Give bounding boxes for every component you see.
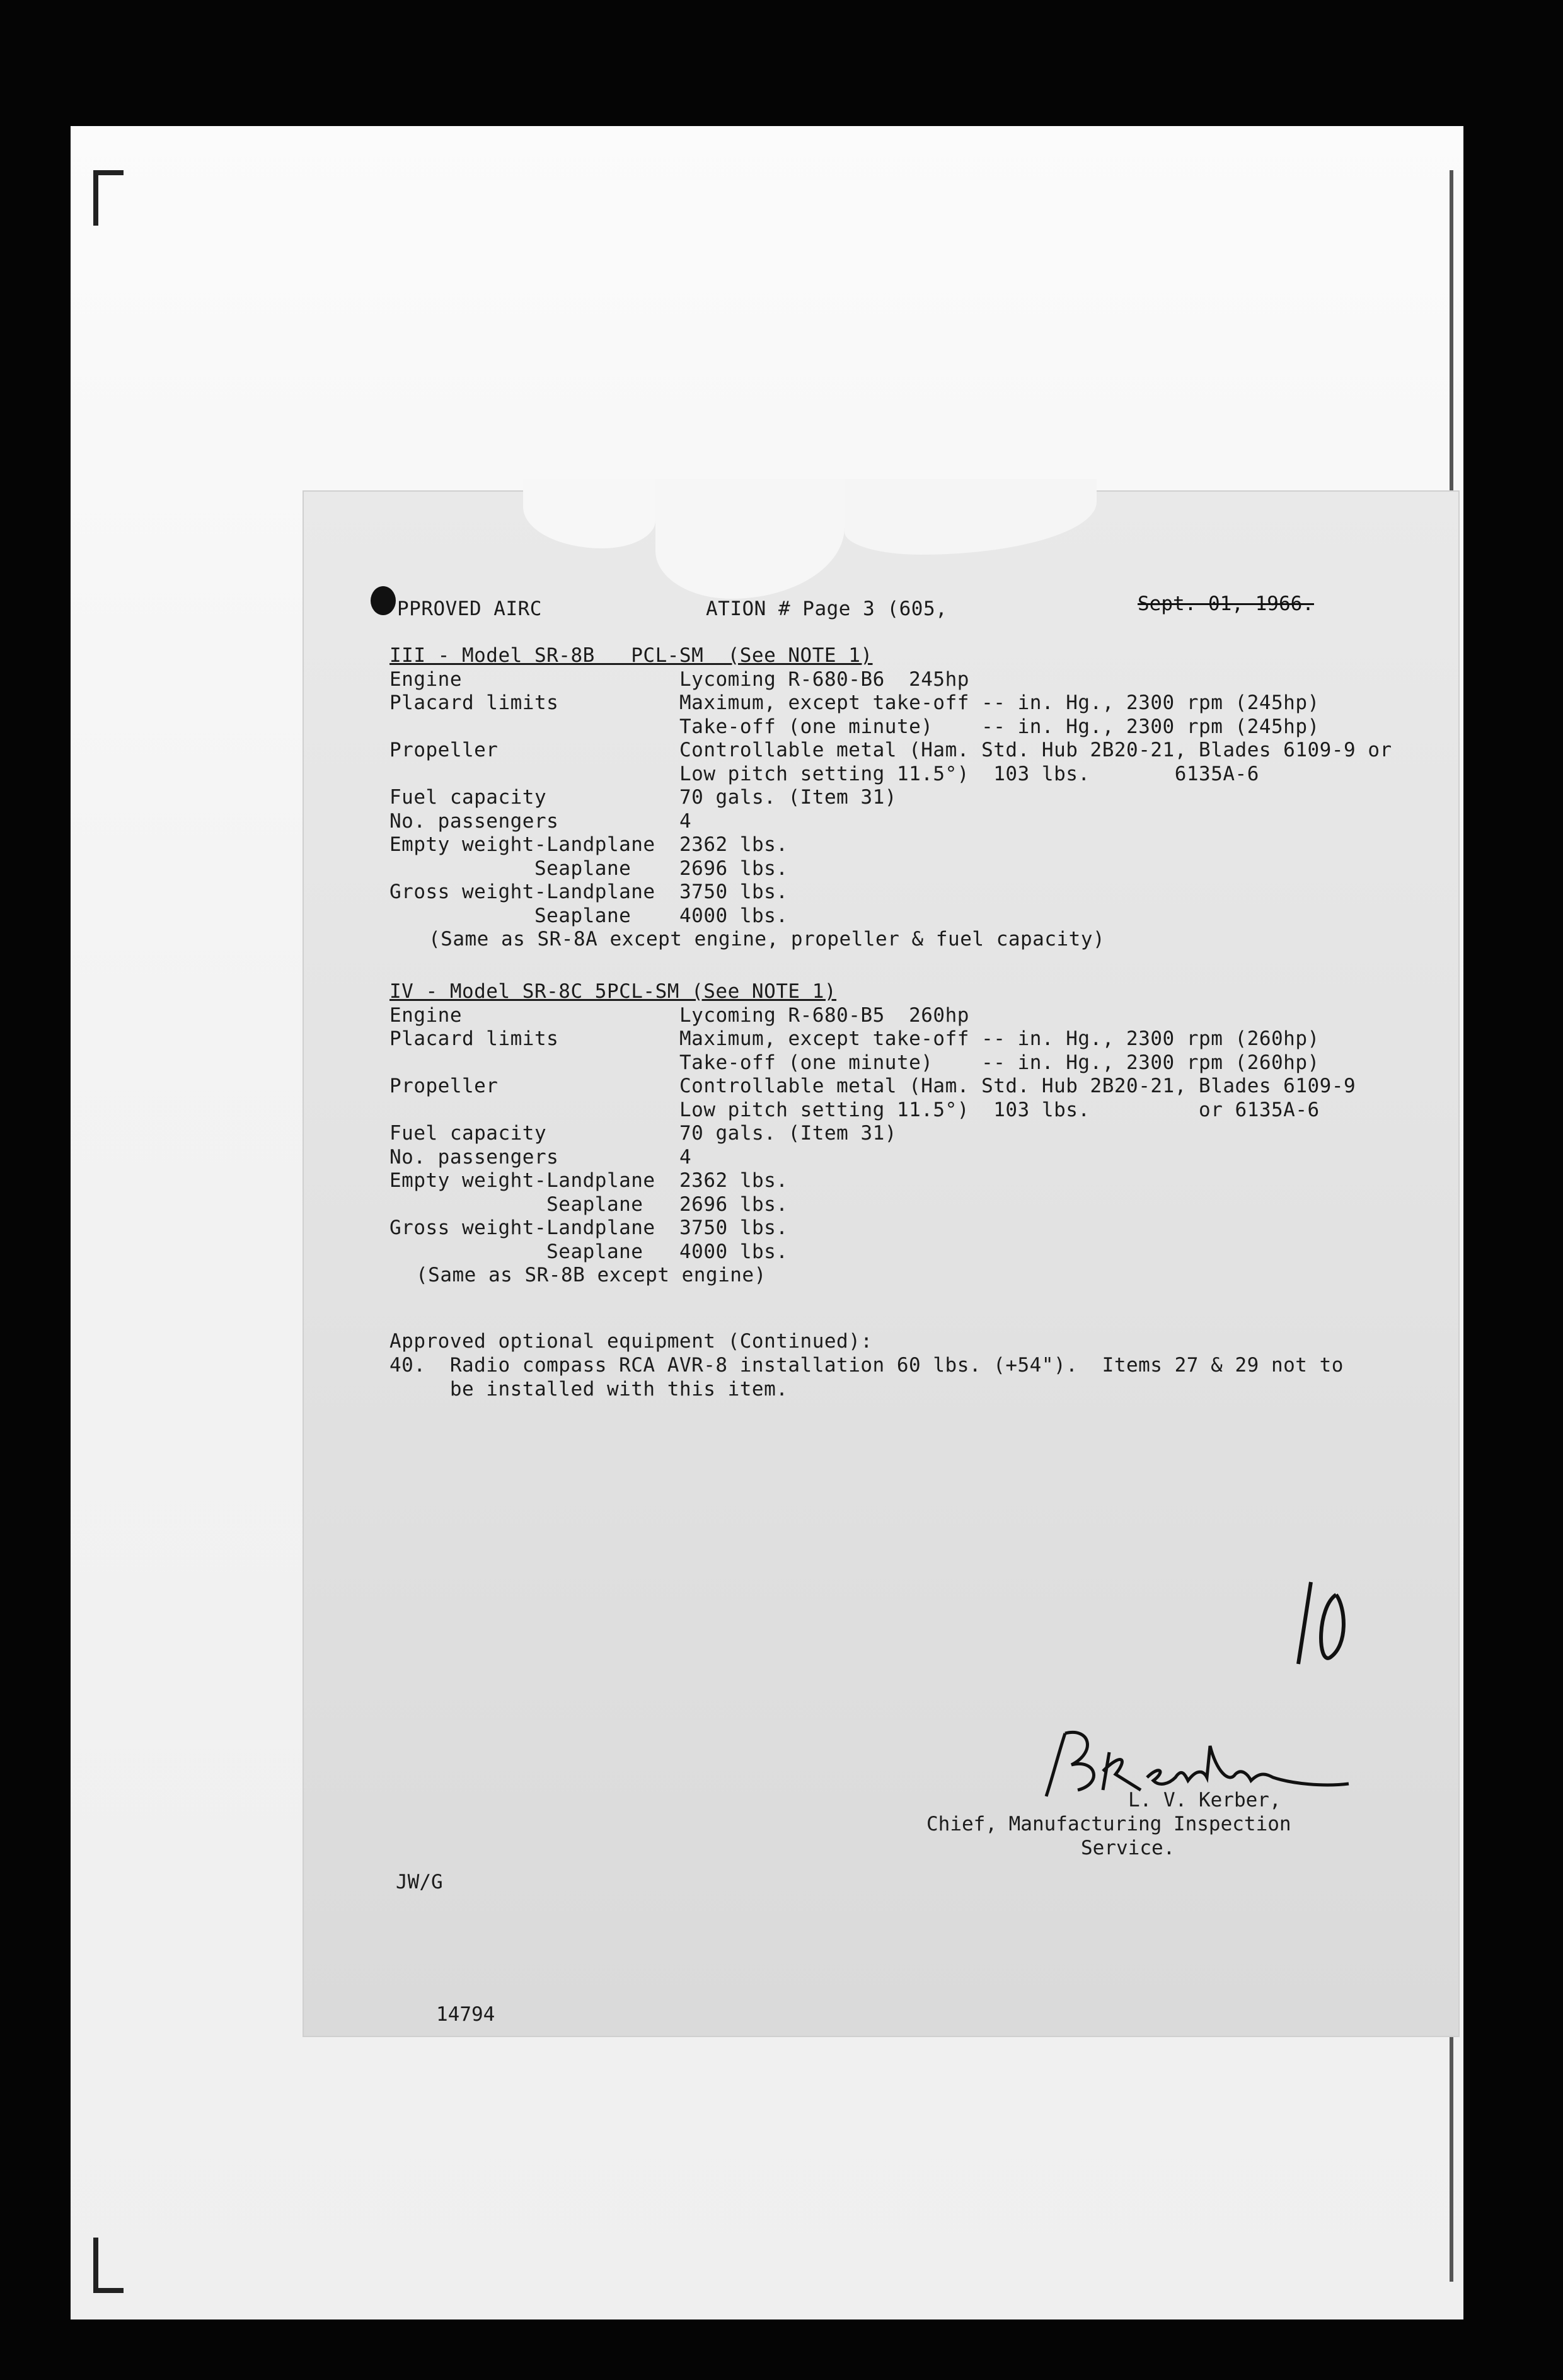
- header-date: Sept. 01, 1966.: [1138, 592, 1314, 615]
- row-value: 3750 lbs.: [679, 881, 788, 903]
- signer-name: L. V. Kerber,: [1128, 1789, 1281, 1811]
- row-label: Seaplane: [389, 857, 632, 880]
- row-label: Propeller: [389, 1075, 499, 1097]
- row-value: Take-off (one minute) -- in. Hg., 2300 rpm (260hp): [679, 1051, 1320, 1074]
- row-value: Lycoming R-680-B6 245hp: [679, 667, 969, 691]
- signer-title: Chief, Manufacturing Inspection: [926, 1813, 1291, 1835]
- section-title: IV - Model SR-8C 5PCL-SM (See NOTE 1): [389, 980, 837, 1003]
- section-note: (Same as SR-8A except engine, propeller & fuel capacity): [429, 928, 1105, 950]
- row-label: Engine: [389, 1003, 462, 1027]
- frame-corner-bottom-left: [93, 2238, 124, 2293]
- row-value: 70 gals. (Item 31): [679, 1122, 897, 1145]
- equipment-item-40: 40. Radio compass RCA AVR-8 installation 60 lbs. (+54"). Items 27 & 29 not to: [389, 1354, 1344, 1377]
- handwritten-mark: [1292, 1569, 1355, 1677]
- row-value: 2696 lbs.: [679, 857, 788, 880]
- row-value: 3750 lbs.: [679, 1216, 788, 1239]
- row-value: Maximum, except take-off -- in. Hg., 2300 rpm (245hp): [679, 691, 1320, 714]
- row-value: 2362 lbs.: [679, 833, 788, 856]
- row-value: Take-off (one minute) -- in. Hg., 2300 rpm (245hp): [679, 715, 1320, 738]
- row-label: No. passengers: [389, 809, 559, 833]
- row-value: 70 gals. (Item 31): [679, 786, 897, 809]
- row-label: Engine: [389, 667, 462, 691]
- row-value: Lycoming R-680-B5 260hp: [679, 1003, 969, 1027]
- row-value: Low pitch setting 11.5°) 103 lbs. or 6135A-6: [679, 1098, 1320, 1121]
- row-value: Controllable metal (Ham. Std. Hub 2B20-21, Blades 6109-9 or: [679, 739, 1392, 761]
- row-value: Controllable metal (Ham. Std. Hub 2B20-21, Blades 6109-9: [679, 1075, 1356, 1097]
- header-middle: ATION # Page 3 (605,: [706, 598, 948, 620]
- frame-corner-top-left: [93, 170, 124, 226]
- row-value: 4: [679, 809, 692, 833]
- row-label: Empty weight-Landplane: [389, 833, 655, 856]
- row-value: 4000 lbs.: [679, 1240, 788, 1263]
- equipment-heading: Approved optional equipment (Continued):: [389, 1330, 873, 1353]
- row-label: Placard limits: [389, 1027, 559, 1050]
- row-label: Seaplane: [389, 1240, 643, 1263]
- section-note: (Same as SR-8B except engine): [416, 1264, 766, 1286]
- row-label: Placard limits: [389, 691, 559, 714]
- header-left: PPROVED AIRC: [397, 598, 542, 620]
- row-value: 4: [679, 1145, 692, 1169]
- row-value: Low pitch setting 11.5°) 103 lbs. 6135A-6: [679, 762, 1259, 785]
- document-number: 14794: [436, 2003, 495, 2026]
- row-label: Seaplane: [389, 904, 632, 927]
- row-label: Propeller: [389, 739, 499, 761]
- row-label: Seaplane: [389, 1193, 643, 1216]
- signer-title-2: Service.: [1081, 1837, 1175, 1859]
- row-label: Fuel capacity: [389, 786, 547, 809]
- punch-hole: [371, 586, 396, 615]
- row-label: Gross weight-Landplane: [389, 1216, 655, 1239]
- row-value: 2362 lbs.: [679, 1169, 788, 1192]
- typist-initials: JW/G: [396, 1871, 443, 1893]
- row-value: Maximum, except take-off -- in. Hg., 2300 rpm (260hp): [679, 1027, 1320, 1050]
- row-label: No. passengers: [389, 1145, 559, 1169]
- row-label: Fuel capacity: [389, 1122, 547, 1145]
- row-label: Empty weight-Landplane: [389, 1169, 655, 1192]
- equipment-item-40-cont: be installed with this item.: [389, 1378, 788, 1401]
- section-title: III - Model SR-8B PCL-SM (See NOTE 1): [389, 644, 873, 667]
- row-value: 4000 lbs.: [679, 904, 788, 927]
- row-value: 2696 lbs.: [679, 1193, 788, 1216]
- row-label: Gross weight-Landplane: [389, 881, 655, 903]
